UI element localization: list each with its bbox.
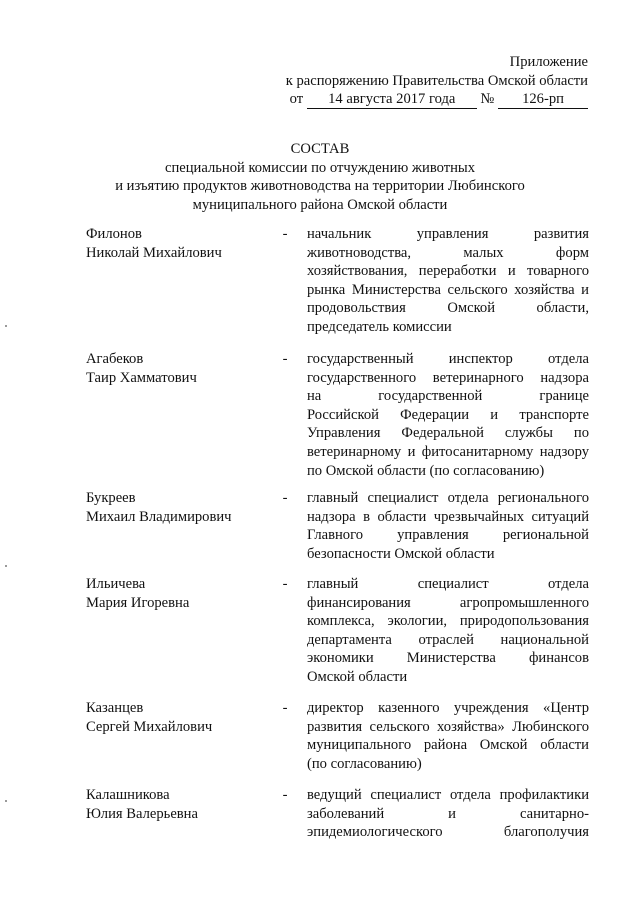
member-role-line: начальник управления развития	[307, 226, 589, 242]
member-separator: -	[282, 490, 288, 506]
scan-margin-mark	[5, 565, 7, 567]
member-surname: Агабеков	[86, 351, 144, 367]
member-role	[307, 786, 589, 842]
member-surname: Ильичева	[86, 576, 146, 592]
appendix-label: Приложение	[509, 54, 588, 70]
member-name	[86, 575, 276, 612]
order-number: 126-рп	[498, 91, 588, 109]
member-separator: -	[282, 576, 288, 592]
member-given-names: Юлия Валерьевна	[86, 805, 198, 822]
title-subtitle-line: специальной комиссии по отчуждению животных	[164, 159, 476, 176]
member-surname: Калашникова	[86, 787, 170, 803]
member-role-line: животноводства, малых форм	[307, 244, 589, 261]
member-role-line: финансирования агропромышленного	[307, 594, 589, 611]
member-name	[86, 225, 276, 262]
member-role-line: Управления Федеральной службы по	[307, 425, 589, 442]
member-given-names: Таир Хамматович	[86, 369, 197, 386]
member-role-line: государственного ветеринарного надзора	[307, 369, 589, 386]
member-role-line: эпидемиологического благополучия	[307, 824, 589, 841]
member-name	[86, 350, 276, 387]
member-role-line: безопасности Омской области	[307, 545, 495, 562]
scan-margin-mark	[5, 325, 7, 327]
member-role	[307, 350, 589, 480]
member-separator: -	[282, 700, 288, 716]
member-role-line: Главного управления региональной	[307, 527, 589, 544]
member-given-names: Мария Игоревна	[86, 594, 190, 611]
member-role-line: главный специалист отдела	[307, 576, 589, 592]
title-subtitle-line: и изъятию продуктов животноводства на территории Любинского	[115, 178, 525, 195]
appendix-date-number-line	[188, 90, 588, 109]
member-role-line: хозяйствования, переработки и товарного	[307, 263, 589, 280]
document-title	[0, 140, 640, 214]
member-separator: -	[282, 351, 288, 367]
member-role-line: заболеваний и санитарно-	[307, 805, 589, 822]
member-role-line: комплекса, экологии, природопользования	[307, 613, 589, 630]
member-role-line: ведущий специалист отдела профилактики	[307, 787, 589, 803]
member-role	[307, 489, 589, 563]
member-role-line: ветеринарному и фитосанитарному надзору	[307, 443, 589, 460]
member-surname: Казанцев	[86, 700, 144, 716]
order-date: 14 августа 2017 года	[307, 91, 477, 109]
member-role-line: главный специалист отдела регионального	[307, 490, 589, 506]
member-given-names: Николай Михайлович	[86, 244, 222, 261]
member-role	[307, 575, 589, 687]
member-role-line: департамента отраслей национальной	[307, 631, 589, 648]
member-name	[86, 489, 276, 526]
from-label: от	[289, 91, 304, 108]
title-heading: СОСТАВ	[290, 141, 350, 157]
member-role-line: продовольствия Омской области,	[307, 300, 589, 317]
member-role-line: развития сельского хозяйства» Любинского	[307, 718, 589, 735]
member-role-line: рынка Министерства сельского хозяйства и	[307, 281, 589, 298]
title-subtitle-line: муниципального района Омской области	[192, 196, 448, 213]
member-name	[86, 786, 276, 823]
scan-margin-mark	[5, 800, 7, 802]
member-role-line: по Омской области (по согласованию)	[307, 462, 545, 479]
member-separator: -	[282, 226, 288, 242]
member-role	[307, 699, 589, 773]
member-role-line: надзора в области чрезвычайных ситуаций	[307, 508, 589, 525]
member-role-line: Омской области	[307, 668, 408, 685]
member-surname: Филонов	[86, 226, 142, 242]
member-role-line: муниципального района Омской области	[307, 737, 589, 754]
number-label: №	[480, 91, 495, 108]
member-role-line: государственный инспектор отдела	[307, 351, 589, 367]
member-given-names: Михаил Владимирович	[86, 508, 232, 525]
member-name	[86, 699, 276, 736]
appendix-header	[188, 53, 588, 109]
member-given-names: Сергей Михайлович	[86, 718, 213, 735]
member-role-line: директор казенного учреждения «Центр	[307, 700, 589, 716]
member-role	[307, 225, 589, 337]
member-separator: -	[282, 787, 288, 803]
appendix-reference: к распоряжению Правительства Омской области	[285, 72, 588, 89]
member-role-line: председатель комиссии	[307, 318, 452, 335]
member-role-line: Российской Федерации и транспорте	[307, 406, 589, 423]
member-role-line: на государственной границе	[307, 388, 589, 405]
member-role-line: экономики Министерства финансов	[307, 650, 589, 667]
member-surname: Букреев	[86, 490, 136, 506]
member-role-line: (по согласованию)	[307, 755, 422, 772]
